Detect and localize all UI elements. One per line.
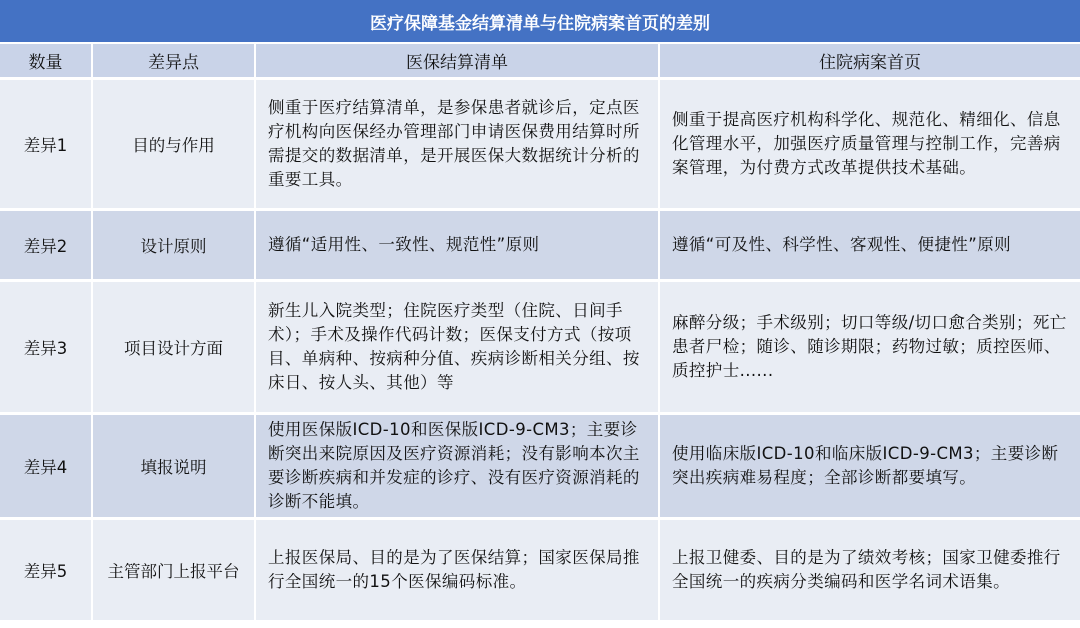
insurance-cell: 上报医保局、目的是为了医保结算；国家医保局推行全国统一的15个医保编码标准。 [255, 519, 659, 621]
row-number: 差异3 [0, 281, 92, 414]
table-header-row [0, 44, 1080, 79]
insurance-cell: 遵循“适用性、一致性、规范性”原则 [255, 210, 659, 281]
insurance-cell: 侧重于医疗结算清单，是参保患者就诊后，定点医疗机构向医保经办管理部门申请医保费用结算时所需提交的数据清单，是开展医保大数据统计分析的重要工具。 [255, 79, 659, 210]
row-number: 差异4 [0, 414, 92, 519]
header-insurance-settlement-list: 医保结算清单 [255, 44, 659, 79]
table-row [0, 281, 1080, 414]
insurance-cell: 使用医保版ICD-10和医保版ICD-9-CM3；主要诊断突出来院原因及医疗资源消耗；没有影响本次主要诊断疾病和并发症的诊疗、没有医疗资源消耗的诊断不能填。 [255, 414, 659, 519]
row-number: 差异5 [0, 519, 92, 621]
comparison-table [0, 44, 1080, 620]
page-title: 医疗保障基金结算清单与住院病案首页的差别 [0, 0, 1080, 42]
record-cell: 麻醉分级；手术级别；切口等级/切口愈合类别；死亡患者尸检；随诊、随诊期限；药物过敏；质控医师、质控护士...... [659, 281, 1080, 414]
row-number: 差异1 [0, 79, 92, 210]
difference-point: 目的与作用 [92, 79, 255, 210]
difference-point: 设计原则 [92, 210, 255, 281]
header-count: 数量 [0, 44, 92, 79]
record-cell: 遵循“可及性、科学性、客观性、便捷性”原则 [659, 210, 1080, 281]
insurance-cell: 新生儿入院类型；住院医疗类型（住院、日间手术）；手术及操作代码计数；医保支付方式（按项目、单病种、按病种分值、疾病诊断相关分组、按床日、按人头、其他）等 [255, 281, 659, 414]
record-cell: 侧重于提高医疗机构科学化、规范化、精细化、信息化管理水平，加强医疗质量管理与控制工作，完善病案管理，为付费方式改革提供技术基础。 [659, 79, 1080, 210]
difference-point: 填报说明 [92, 414, 255, 519]
row-number: 差异2 [0, 210, 92, 281]
header-inpatient-record-front-page: 住院病案首页 [659, 44, 1080, 79]
table-row [0, 519, 1080, 621]
table-row [0, 79, 1080, 210]
difference-point: 主管部门上报平台 [92, 519, 255, 621]
header-difference-point: 差异点 [92, 44, 255, 79]
difference-point: 项目设计方面 [92, 281, 255, 414]
record-cell: 使用临床版ICD-10和临床版ICD-9-CM3；主要诊断突出疾病难易程度；全部诊断都要填写。 [659, 414, 1080, 519]
table-row [0, 414, 1080, 519]
table-row [0, 210, 1080, 281]
record-cell: 上报卫健委、目的是为了绩效考核；国家卫健委推行全国统一的疾病分类编码和医学名词术语集。 [659, 519, 1080, 621]
